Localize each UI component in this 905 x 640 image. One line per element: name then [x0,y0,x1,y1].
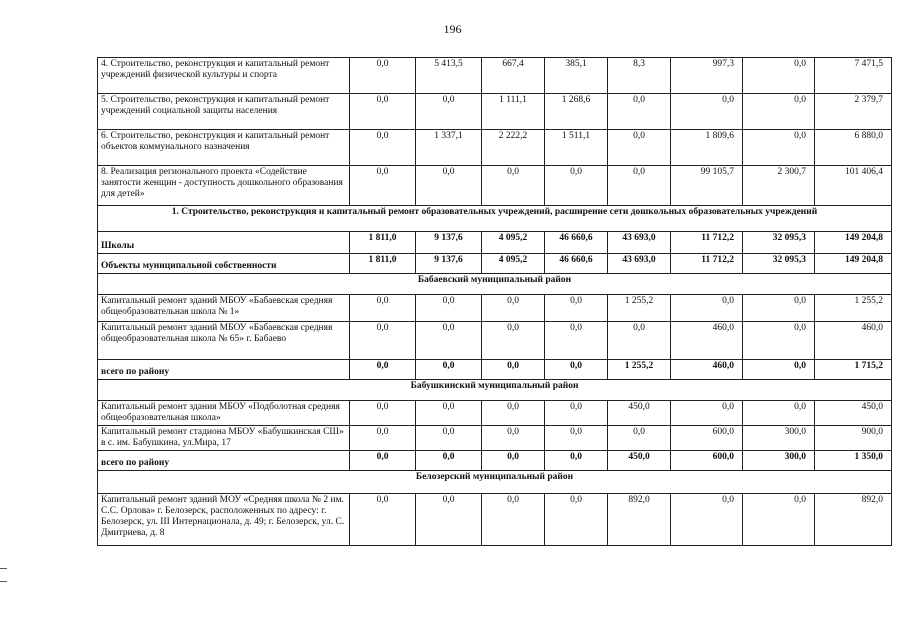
value-cell: 1 811,0 [350,254,416,274]
value-cell: 0,0 [743,295,815,322]
value-cell: 1 511,1 [545,130,608,166]
value-cell: 2 300,7 [743,166,815,206]
value-cell: 6 880,0 [815,130,892,166]
value-cell: 0,0 [482,322,545,360]
value-cell: 1 255,2 [608,295,671,322]
row-label: Капитальный ремонт стадиона МБОУ «Бабушкинская СШ» в с. им. Бабушкина, ул.Мира, 17 [98,426,350,451]
value-cell: 0,0 [545,295,608,322]
budget-table [97,57,892,546]
margin-marks [0,568,7,594]
value-cell: 0,0 [608,130,671,166]
value-cell: 32 095,3 [743,232,815,254]
value-cell: 0,0 [545,494,608,546]
table-row [98,451,892,471]
row-label: 4. Строительство, реконструкция и капитальный ремонт учреждений физической культуры и спорта [98,58,350,94]
value-cell: 0,0 [350,451,416,471]
value-cell: 1 255,2 [608,360,671,380]
value-cell: 385,1 [545,58,608,94]
row-label: Школы [98,232,350,254]
value-cell: 460,0 [671,360,743,380]
value-cell: 1 337,1 [416,130,482,166]
value-cell: 892,0 [815,494,892,546]
margin-mark [0,568,7,569]
value-cell: 1 811,0 [350,232,416,254]
value-cell: 99 105,7 [671,166,743,206]
value-cell: 0,0 [350,401,416,426]
section-title: Бабаевский муниципальный район [98,274,892,295]
value-cell: 0,0 [545,360,608,380]
value-cell: 0,0 [671,494,743,546]
value-cell: 1 255,2 [815,295,892,322]
value-cell: 0,0 [350,295,416,322]
section-header-row [98,274,892,295]
value-cell: 11 712,2 [671,254,743,274]
value-cell: 450,0 [815,401,892,426]
value-cell: 0,0 [482,295,545,322]
value-cell: 101 406,4 [815,166,892,206]
value-cell: 0,0 [671,401,743,426]
section-header-row [98,471,892,494]
value-cell: 0,0 [743,94,815,130]
row-label: Объекты муниципальной собственности [98,254,350,274]
value-cell: 460,0 [815,322,892,360]
value-cell: 0,0 [743,322,815,360]
value-cell: 0,0 [416,322,482,360]
value-cell: 0,0 [416,295,482,322]
value-cell: 0,0 [416,426,482,451]
value-cell: 32 095,3 [743,254,815,274]
value-cell: 0,0 [545,166,608,206]
value-cell: 1 809,6 [671,130,743,166]
value-cell: 46 660,6 [545,232,608,254]
row-label: Капитальный ремонт зданий МОУ «Средняя школа № 2 им. С.С. Орлова» г. Белозерск, расположенных по адресу: г. Белозерск, ул. III Интернационала, д. 49; г. Белозерск, ул. С. Дмитриева, д. 8 [98,494,350,546]
value-cell: 0,0 [350,94,416,130]
value-cell: 46 660,6 [545,254,608,274]
section-title: 1. Строительство, реконструкция и капитальный ремонт образовательных учреждений, расширение сети дошкольных образовательных учреждений [98,206,892,232]
table-body [98,58,892,546]
table-row [98,254,892,274]
value-cell: 0,0 [671,295,743,322]
table-row [98,401,892,426]
value-cell: 0,0 [743,360,815,380]
value-cell: 0,0 [350,130,416,166]
value-cell: 0,0 [743,401,815,426]
value-cell: 0,0 [350,426,416,451]
value-cell: 0,0 [608,426,671,451]
value-cell: 0,0 [416,401,482,426]
value-cell: 0,0 [350,494,416,546]
row-label: 8. Реализация регионального проекта «Содействие занятости женщин - доступность дошкольного образования для детей» [98,166,350,206]
value-cell: 0,0 [671,94,743,130]
value-cell: 0,0 [545,322,608,360]
table-row [98,426,892,451]
table-row [98,166,892,206]
value-cell: 9 137,6 [416,232,482,254]
section-title: Белозерский муниципальный район [98,471,892,494]
row-label: Капитальный ремонт зданий МБОУ «Бабаевская средняя общеобразовательная школа № 65» г. Бабаево [98,322,350,360]
table-row [98,295,892,322]
table-row [98,494,892,546]
value-cell: 900,0 [815,426,892,451]
value-cell: 0,0 [482,166,545,206]
value-cell: 4 095,2 [482,254,545,274]
row-label: Капитальный ремонт зданий МБОУ «Бабаевская средняя общеобразовательная школа № 1» [98,295,350,322]
value-cell: 600,0 [671,426,743,451]
value-cell: 0,0 [743,58,815,94]
table-row [98,232,892,254]
row-label: Капитальный ремонт здания МБОУ «Подболотная средняя общеобразовательная школа» [98,401,350,426]
section-title: Бабушкинский муниципальный район [98,380,892,401]
value-cell: 0,0 [416,494,482,546]
value-cell: 667,4 [482,58,545,94]
value-cell: 0,0 [482,426,545,451]
table-row [98,322,892,360]
value-cell: 4 095,2 [482,232,545,254]
row-label: всего по району [98,451,350,471]
value-cell: 450,0 [608,401,671,426]
value-cell: 0,0 [608,166,671,206]
value-cell: 149 204,8 [815,232,892,254]
value-cell: 0,0 [350,166,416,206]
value-cell: 7 471,5 [815,58,892,94]
value-cell: 892,0 [608,494,671,546]
value-cell: 8,3 [608,58,671,94]
row-label: 5. Строительство, реконструкция и капитальный ремонт учреждений социальной защиты населения [98,94,350,130]
value-cell: 300,0 [743,426,815,451]
value-cell: 0,0 [350,58,416,94]
value-cell: 0,0 [416,94,482,130]
value-cell: 0,0 [482,360,545,380]
value-cell: 2 222,2 [482,130,545,166]
table-row [98,130,892,166]
value-cell: 0,0 [350,322,416,360]
value-cell: 0,0 [416,166,482,206]
table-row [98,360,892,380]
value-cell: 1 268,6 [545,94,608,130]
section-header-row [98,206,892,232]
value-cell: 0,0 [416,360,482,380]
value-cell: 0,0 [482,401,545,426]
value-cell: 0,0 [608,94,671,130]
section-header-row [98,380,892,401]
value-cell: 997,3 [671,58,743,94]
value-cell: 0,0 [482,451,545,471]
value-cell: 600,0 [671,451,743,471]
table-row [98,94,892,130]
value-cell: 450,0 [608,451,671,471]
margin-mark [0,581,7,582]
value-cell: 0,0 [608,322,671,360]
value-cell: 0,0 [482,494,545,546]
value-cell: 460,0 [671,322,743,360]
row-label: 6. Строительство, реконструкция и капитальный ремонт объектов коммунального назначения [98,130,350,166]
value-cell: 1 111,1 [482,94,545,130]
value-cell: 9 137,6 [416,254,482,274]
value-cell: 1 715,2 [815,360,892,380]
value-cell: 0,0 [545,451,608,471]
value-cell: 0,0 [545,426,608,451]
value-cell: 43 693,0 [608,232,671,254]
value-cell: 11 712,2 [671,232,743,254]
page-number: 196 [443,22,462,36]
value-cell: 43 693,0 [608,254,671,274]
table-row [98,58,892,94]
value-cell: 0,0 [350,360,416,380]
value-cell: 0,0 [416,451,482,471]
value-cell: 300,0 [743,451,815,471]
value-cell: 2 379,7 [815,94,892,130]
value-cell: 149 204,8 [815,254,892,274]
value-cell: 0,0 [743,130,815,166]
value-cell: 0,0 [545,401,608,426]
value-cell: 5 413,5 [416,58,482,94]
value-cell: 0,0 [743,494,815,546]
value-cell: 1 350,0 [815,451,892,471]
row-label: всего по району [98,360,350,380]
